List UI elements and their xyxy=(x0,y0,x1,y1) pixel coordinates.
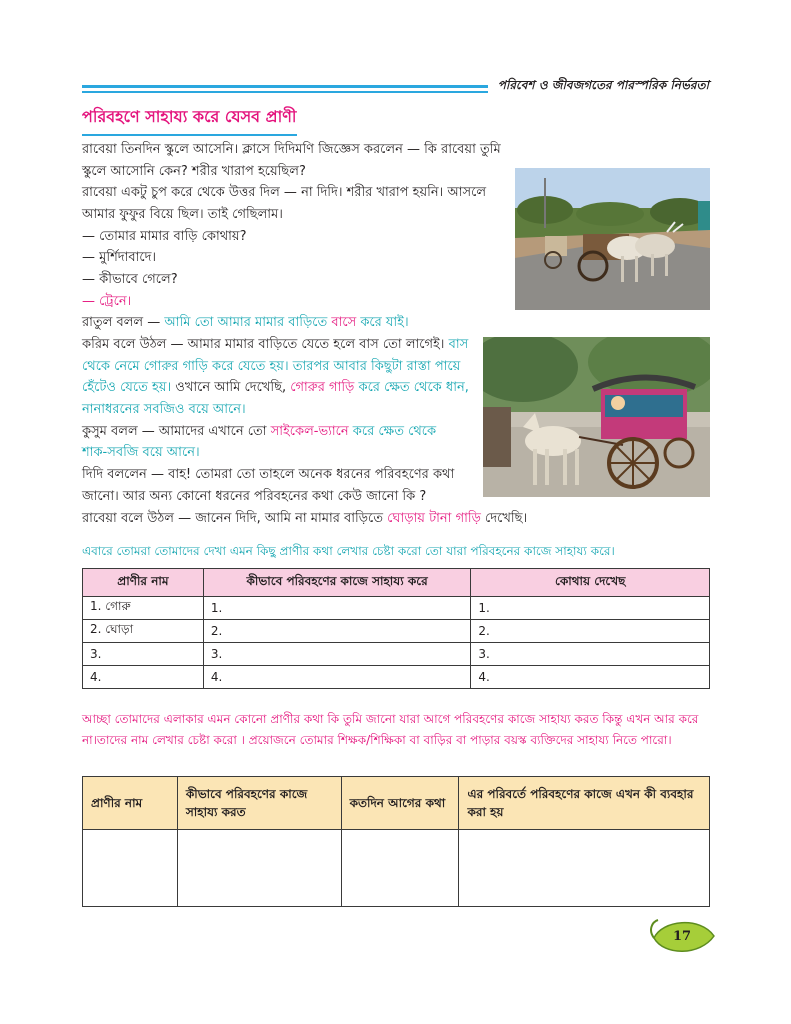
table-cell[interactable]: 3. xyxy=(203,643,471,666)
past-transport-animals-table xyxy=(82,776,710,907)
page-number: 17 xyxy=(672,929,692,944)
highlight-text: আমি তো আমার মামার বাড়িতে xyxy=(164,315,332,330)
story-line xyxy=(82,422,436,442)
table-cell[interactable]: 1. xyxy=(471,597,710,620)
table-cell[interactable] xyxy=(459,830,710,907)
column-header: কীভাবে পরিবহণের কাজে সাহায্য করে xyxy=(203,569,471,597)
table-row xyxy=(83,830,710,907)
bullock-cart-photo xyxy=(515,168,710,310)
story-line xyxy=(82,335,468,355)
story-line: থেকে নেমে গোরুর গাড়ি করে যেতে হয়। তারপর আবার কিছুটা রাস্তা পায়ে xyxy=(82,359,461,374)
header-rule xyxy=(82,85,488,95)
speaker-text: রাবেয়া বলে উঠল — জানেন দিদি, আমি না মামার বাড়িতে xyxy=(82,511,388,526)
story-line: — তোমার মামার বাড়ি কোথায়? xyxy=(82,229,247,244)
table-cell[interactable]: 1. গোরু xyxy=(83,597,204,620)
story-line xyxy=(82,378,469,398)
story-line: — মুর্শিদাবাদে। xyxy=(82,250,157,265)
table-header-row xyxy=(83,569,710,597)
column-header: প্রাণীর নাম xyxy=(83,569,204,597)
table-cell[interactable] xyxy=(177,830,341,907)
table-row xyxy=(83,597,710,620)
story-line: রাবেয়া একটু চুপ করে থেকে উত্তর দিল — না দিদি। শরীর খারাপ হয়নি। আসলে xyxy=(82,185,487,200)
column-header: কোথায় দেখেছ xyxy=(471,569,710,597)
column-header: এর পরিবর্তে পরিবহণের কাজে এখন কী ব্যবহার করা হয় xyxy=(459,777,710,830)
story-line: — কীভাবে গেলে? xyxy=(82,272,178,287)
story-line: দিদি বললেন — বাহ! তোমরা তো তাহলে অনেক ধরনের পরিবহণের কথা xyxy=(82,467,455,482)
highlight-text: করে যাই। xyxy=(356,315,409,330)
highlight-text: বাসে xyxy=(331,315,357,330)
speaker-text: কুসুম বলল — আমাদের এখানে তো xyxy=(82,424,271,439)
activity-prompt-2: আচ্ছা তোমাদের এলাকার এমন কোনো প্রাণীর কথা কি তুমি জানো যারা আগে পরিবহণের কাজে সাহায্য করত কিন্তু এখন আর করে না।তাদের নাম লেখার চেষ্টা করো । প্রয়োজনে তোমার শিক্ষক/শিক্ষিকা বা বাড়ির বা পাড়ার বয়স্ক ব্যক্তিদের সাহায্য নিতে পারো। xyxy=(82,712,699,747)
animals-transport-table xyxy=(82,568,710,689)
table-row xyxy=(83,643,710,666)
speaker-text: রাতুল বলল — xyxy=(82,315,165,330)
table-cell[interactable]: 3. xyxy=(83,643,204,666)
story-line: — ট্রেনে। xyxy=(82,294,132,309)
table-cell[interactable]: 2. xyxy=(203,620,471,643)
column-header: প্রাণীর নাম xyxy=(83,777,178,830)
table-cell[interactable] xyxy=(341,830,459,907)
highlight-text: সাইকেল-ভ্যানে xyxy=(270,424,349,439)
column-header: কতদিন আগের কথা xyxy=(341,777,459,830)
story-line xyxy=(82,509,527,529)
highlight-text: করে ক্ষেত থেকে ধান, xyxy=(354,380,469,395)
highlight-text: গোরুর গাড়ি xyxy=(290,380,355,395)
plain-text: ওখানে আমি দেখেছি, xyxy=(175,380,291,395)
highlight-text: বাস xyxy=(448,337,469,352)
highlight-text: করে ক্ষেত থেকে xyxy=(348,424,437,439)
speaker-text: করিম বলে উঠল — আমার মামার বাড়িতে যেতে হলে বাস তো লাগেই। xyxy=(82,337,449,352)
table-row xyxy=(83,620,710,643)
table-cell[interactable]: 2. ঘোড়া xyxy=(83,620,204,643)
story-line: আমার ফুফুর বিয়ে ছিল। তাই গেছিলাম। xyxy=(82,207,283,222)
table-row xyxy=(83,666,710,689)
table-cell[interactable] xyxy=(83,830,178,907)
story-line: নানাধরনের সবজিও বয়ে আনে। xyxy=(82,402,246,417)
table-header-row xyxy=(83,777,710,830)
story-line: স্কুলে আসোনি কেন? শরীর খারাপ হয়েছিল? xyxy=(82,164,306,179)
table-cell[interactable]: 4. xyxy=(471,666,710,689)
table-cell[interactable]: 1. xyxy=(203,597,471,620)
activity-prompt: এবারে তোমরা তোমাদের দেখা এমন কিছু প্রাণীর কথা লেখার চেষ্টা করো তো যারা পরিবহনের কাজে সাহায্য করে। xyxy=(82,544,615,558)
story-line: জানো। আর অন্য কোনো ধরনের পরিবহনের কথা কেউ জানো কি ? xyxy=(82,489,427,504)
chapter-title: পরিবেশ ও জীবজগতের পারস্পরিক নির্ভরতা xyxy=(497,78,709,92)
story-line: শাক-সবজি বয়ে আনে। xyxy=(82,445,200,460)
highlight-text: হেঁটেও যেতে হয়। xyxy=(82,380,176,395)
section-title: পরিবহণে সাহায্য করে যেসব প্রাণী xyxy=(82,104,297,136)
table-cell[interactable]: 2. xyxy=(471,620,710,643)
table-cell[interactable]: 3. xyxy=(471,643,710,666)
plain-text: দেখেছি। xyxy=(480,511,528,526)
column-header: কীভাবে পরিবহণের কাজে সাহায্য করত xyxy=(177,777,341,830)
story-line xyxy=(82,313,409,333)
horse-cart-photo xyxy=(483,337,710,497)
highlight-text: ঘোড়ায় টানা গাড়ি xyxy=(387,511,481,526)
table-cell[interactable]: 4. xyxy=(83,666,204,689)
table-cell[interactable]: 4. xyxy=(203,666,471,689)
story-line: রাবেয়া তিনদিন স্কুলে আসেনি। ক্লাসে দিদিমণি জিজ্ঞেস করলেন — কি রাবেয়া তুমি xyxy=(82,142,501,157)
